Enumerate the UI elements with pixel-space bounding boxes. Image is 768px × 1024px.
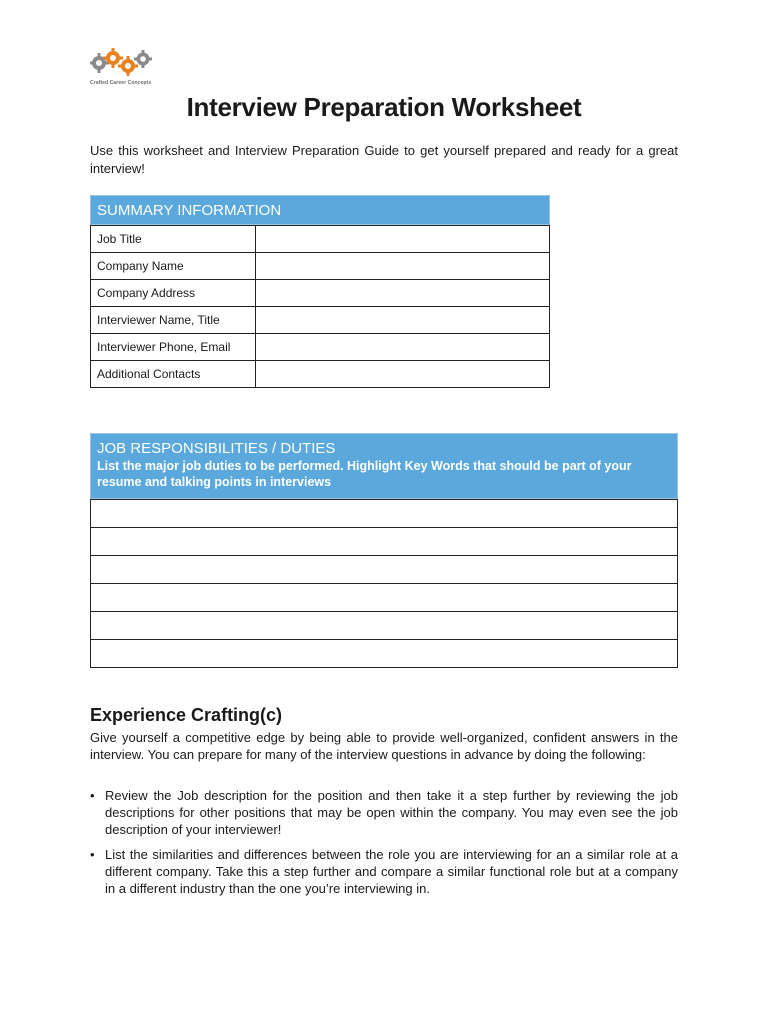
company-address-field[interactable] bbox=[256, 280, 550, 307]
additional-contacts-label: Additional Contacts bbox=[91, 361, 256, 388]
table-row bbox=[91, 280, 550, 307]
summary-table bbox=[90, 225, 550, 388]
duty-field-4[interactable] bbox=[91, 584, 678, 612]
table-row bbox=[91, 640, 678, 668]
bullet-icon: • bbox=[90, 788, 95, 803]
duties-section bbox=[90, 433, 678, 668]
interviewer-name-field[interactable] bbox=[256, 307, 550, 334]
table-row bbox=[91, 361, 550, 388]
company-name-field[interactable] bbox=[256, 253, 550, 280]
table-row bbox=[91, 253, 550, 280]
table-row bbox=[91, 500, 678, 528]
summary-section bbox=[90, 195, 550, 388]
list-item bbox=[90, 846, 678, 897]
logo bbox=[90, 46, 154, 90]
bullet-text: Review the Job description for the position and then take it a step further by reviewing the job descriptions for other positions that may be open within the company. You may even see the job description of your interviewer! bbox=[105, 788, 678, 837]
table-row bbox=[91, 334, 550, 361]
duty-field-3[interactable] bbox=[91, 556, 678, 584]
logo-caption: Crafted Career Concepts bbox=[90, 80, 152, 86]
duty-field-5[interactable] bbox=[91, 612, 678, 640]
duties-table bbox=[90, 499, 678, 668]
company-address-label: Company Address bbox=[91, 280, 256, 307]
table-row bbox=[91, 556, 678, 584]
intro-text: Use this worksheet and Interview Preparation Guide to get yourself prepared and ready for a great interview! bbox=[90, 143, 678, 176]
duties-header bbox=[90, 433, 678, 499]
bullet-icon: • bbox=[90, 847, 95, 862]
duties-subtitle: List the major job duties to be performed. Highlight Key Words that should be part of your resume and talking points in interviews bbox=[97, 459, 632, 489]
list-item bbox=[90, 787, 678, 838]
table-row bbox=[91, 528, 678, 556]
job-title-field[interactable] bbox=[256, 226, 550, 253]
gears-logo-icon bbox=[90, 46, 154, 80]
interviewer-phone-field[interactable] bbox=[256, 334, 550, 361]
job-title-label: Job Title bbox=[91, 226, 256, 253]
table-row bbox=[91, 226, 550, 253]
experience-bullets bbox=[90, 787, 678, 905]
interviewer-name-label: Interviewer Name, Title bbox=[91, 307, 256, 334]
duty-field-2[interactable] bbox=[91, 528, 678, 556]
bullet-text: List the similarities and differences between the role you are interviewing for an a similar role at a different company. Take this a step further and compare a similar functional role but at a company in a different industry than the one you’re interviewing in. bbox=[105, 847, 678, 896]
experience-body: Give yourself a competitive edge by being able to provide well-organized, confident answers in the interview. You can prepare for many of the interview questions in advance by doing the following: bbox=[90, 730, 678, 762]
experience-title: Experience Crafting(c) bbox=[90, 705, 283, 725]
table-row bbox=[91, 307, 550, 334]
duty-field-6[interactable] bbox=[91, 640, 678, 668]
additional-contacts-field[interactable] bbox=[256, 361, 550, 388]
interviewer-phone-label: Interviewer Phone, Email bbox=[91, 334, 256, 361]
duty-field-1[interactable] bbox=[91, 500, 678, 528]
table-row bbox=[91, 612, 678, 640]
duties-title: JOB RESPONSIBILITIES / DUTIES bbox=[97, 440, 336, 457]
table-row bbox=[91, 584, 678, 612]
company-name-label: Company Name bbox=[91, 253, 256, 280]
summary-header: SUMMARY INFORMATION bbox=[90, 195, 550, 225]
page-title: Interview Preparation Worksheet bbox=[186, 92, 582, 122]
